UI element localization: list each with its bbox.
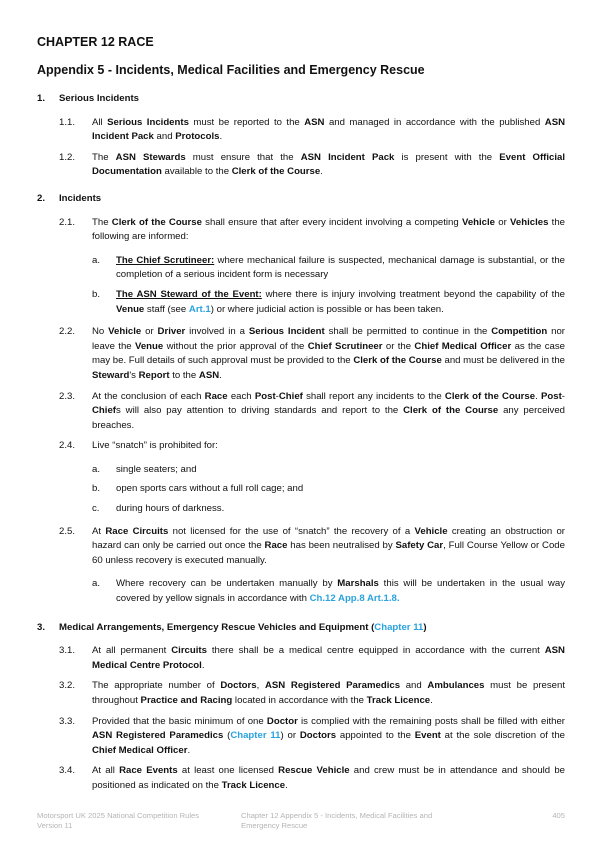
rule-item — [59, 151, 565, 180]
sub-item-letter: a. — [92, 254, 101, 266]
rule-item — [59, 525, 565, 569]
document-body — [37, 92, 565, 806]
chapter-link[interactable]: Chapter 11 — [230, 730, 281, 742]
rule-text-part: The ASN Stewards must ensure that the ASN Incident Pack is present with the Event Official Documentation available to the Clerk of the Course. — [92, 151, 566, 178]
article-link[interactable]: Art.1 — [188, 303, 211, 315]
rule-number: 3.1. — [59, 645, 76, 657]
sub-item — [92, 482, 565, 497]
rule-number: 2.5. — [59, 525, 76, 537]
rule-text — [92, 525, 565, 569]
footer-chapter-title: Chapter 12 Appendix 5 - Incidents, Medical Facilities and Emergency Rescue — [241, 811, 433, 830]
rule-number: 3.3. — [59, 715, 76, 727]
sub-item-letter: b. — [92, 483, 101, 495]
section-number: 1. — [37, 93, 46, 104]
rule-number: 1.1. — [59, 116, 76, 128]
rule-text — [92, 715, 565, 759]
section-title-text: Serious Incidents — [59, 93, 139, 104]
rule-item — [59, 216, 565, 245]
section-title-text: Incidents — [59, 192, 102, 204]
section-title: Medical Arrangements, Emergency Rescue Vehicles and Equipment (Chapter 11) — [59, 621, 427, 633]
sub-item — [92, 463, 565, 478]
sub-item-letter: c. — [92, 503, 100, 515]
rule-item — [59, 390, 565, 434]
rule-text — [92, 151, 565, 180]
rule-text — [92, 439, 565, 454]
section-number: 2. — [37, 192, 46, 204]
rule-number: 3.2. — [59, 680, 76, 692]
article-link[interactable]: Ch.12 App.8 Art.1.8. — [309, 593, 400, 605]
rule-item — [59, 764, 565, 793]
rule-item — [59, 325, 565, 383]
rule-text — [92, 116, 565, 145]
sub-item-text — [116, 502, 565, 517]
rule-text-part: At Race Circuits not licensed for the use of “snatch” the recovery of a Vehicle creating an obstruction or hazard can only be carried out once the Race has been neutralised by Safety Car, Full Course Yellow or Code 60 unless recovery is executed manually. — [92, 525, 565, 566]
section-title-text: Medical Arrangements, Emergency Rescue Vehicles and Equipment — [59, 621, 369, 633]
chapter-link[interactable]: Chapter 11 — [374, 621, 424, 633]
sub-item-text — [116, 577, 565, 606]
rule-text-part: ) or Doctors appointed to the Event at the sole discretion of the Chief Medical Officer. — [92, 730, 565, 756]
sub-item-text — [116, 254, 565, 283]
sub-item — [92, 502, 565, 517]
section-heading — [37, 192, 565, 207]
rule-text-part: Live “snatch” is prohibited for: — [92, 440, 218, 452]
rule-number: 2.1. — [59, 216, 76, 228]
rule-number: 2.4. — [59, 440, 76, 452]
rule-text — [92, 325, 565, 383]
rule-text — [92, 764, 565, 793]
rule-text-part: Provided that the basic minimum of one Doctor is complied with the remaining posts shall be filled with either ASN Registered Paramedics ( — [92, 715, 565, 742]
rule-text-part: At the conclusion of each Race each Post-Chief shall report any incidents to the Clerk of the Course. Post-Chiefs will also pay attention to driving standards and report to the Clerk of the Course any perceived breaches. — [92, 390, 566, 431]
rule-text — [92, 644, 565, 673]
sub-item-text-part: single seaters; and — [116, 463, 197, 475]
sub-item-lead: The ASN Steward of the Event: — [116, 288, 262, 300]
sub-item-text — [116, 482, 565, 497]
sub-item-text-part: where mechanical failure is suspected, mechanical damage is substantial, or the completion of a serious incident form is necessary — [116, 254, 565, 281]
section-title — [59, 92, 139, 107]
rule-text-part: All Serious Incidents must be reported to the ASN and managed in accordance with the published ASN Incident Pack and Protocols. — [92, 116, 566, 143]
sub-item-lead: The Chief Scrutineer: — [116, 254, 215, 266]
rule-number: 2.3. — [59, 390, 76, 402]
rule-item — [59, 679, 565, 708]
rule-text — [92, 390, 565, 434]
sub-item-letter: b. — [92, 288, 101, 300]
rule-text — [92, 679, 565, 708]
sub-item-letter: a. — [92, 578, 101, 590]
page-number: 405 — [552, 811, 565, 820]
rule-number: 3.4. — [59, 765, 76, 777]
sub-item-text — [116, 463, 565, 478]
rule-text-part: At all Race Events at least one licensed Rescue Vehicle and crew must be in attendance and should be positioned as indicated on the Track Licence. — [92, 765, 566, 791]
rule-item — [59, 439, 565, 454]
sub-item — [92, 577, 565, 606]
section-heading — [37, 621, 565, 636]
sub-item-text-part: ) or where judicial action is possible or has been taken. — [210, 303, 444, 315]
rule-item — [59, 715, 565, 759]
section-title — [59, 192, 101, 207]
sub-item-text-part: where there is injury involving treatment beyond the capability of the Venue staff (see — [116, 288, 565, 315]
rule-item — [59, 644, 565, 673]
chapter-title: CHAPTER 12 RACE — [37, 35, 154, 49]
sub-item — [92, 254, 565, 283]
sub-item-text-part: open sports cars without a full roll cage; and — [116, 483, 304, 495]
spacer — [37, 800, 565, 806]
sub-item-text — [116, 288, 565, 317]
rule-text — [92, 216, 565, 245]
sub-item-text-part: Where recovery can be undertaken manually by Marshals this will be undertaken in the usual way covered by yellow signals in accordance with — [116, 578, 565, 605]
rule-text-part: At all permanent Circuits there shall be a medical centre equipped in accordance with the current ASN Medical Centre Protocol. — [92, 645, 565, 671]
rule-text-part: No Vehicle or Driver involved in a Serious Incident shall be permitted to continue in the Competition nor leave the Venue without the prior approval of the Chief Scrutineer or the Chief Medical Officer as the case may be. Full details of such approval must be provided to the Clerk of the Course and must be delivered in the Steward's Report to the ASN. — [92, 326, 566, 381]
rule-number: 1.2. — [59, 151, 76, 163]
sub-item-text-part: during hours of darkness. — [116, 503, 225, 515]
rule-number: 2.2. — [59, 326, 76, 338]
rule-text-part: The Clerk of the Course shall ensure that after every incident involving a competing Vehicle or Vehicles the following are informed: — [92, 216, 566, 243]
sub-item — [92, 288, 565, 317]
section-heading — [37, 92, 565, 107]
section-number: 3. — [37, 621, 46, 633]
appendix-title: Appendix 5 - Incidents, Medical Facilities and Emergency Rescue — [37, 63, 425, 77]
rule-text-part: The appropriate number of Doctors, ASN Registered Paramedics and Ambulances must be present throughout Practice and Racing located in accordance with the Track Licence. — [92, 680, 565, 706]
rule-item — [59, 116, 565, 145]
sub-item-letter: a. — [92, 463, 101, 475]
footer-rules-title: Motorsport UK 2025 National Competition Rules Version 11 — [37, 811, 200, 830]
